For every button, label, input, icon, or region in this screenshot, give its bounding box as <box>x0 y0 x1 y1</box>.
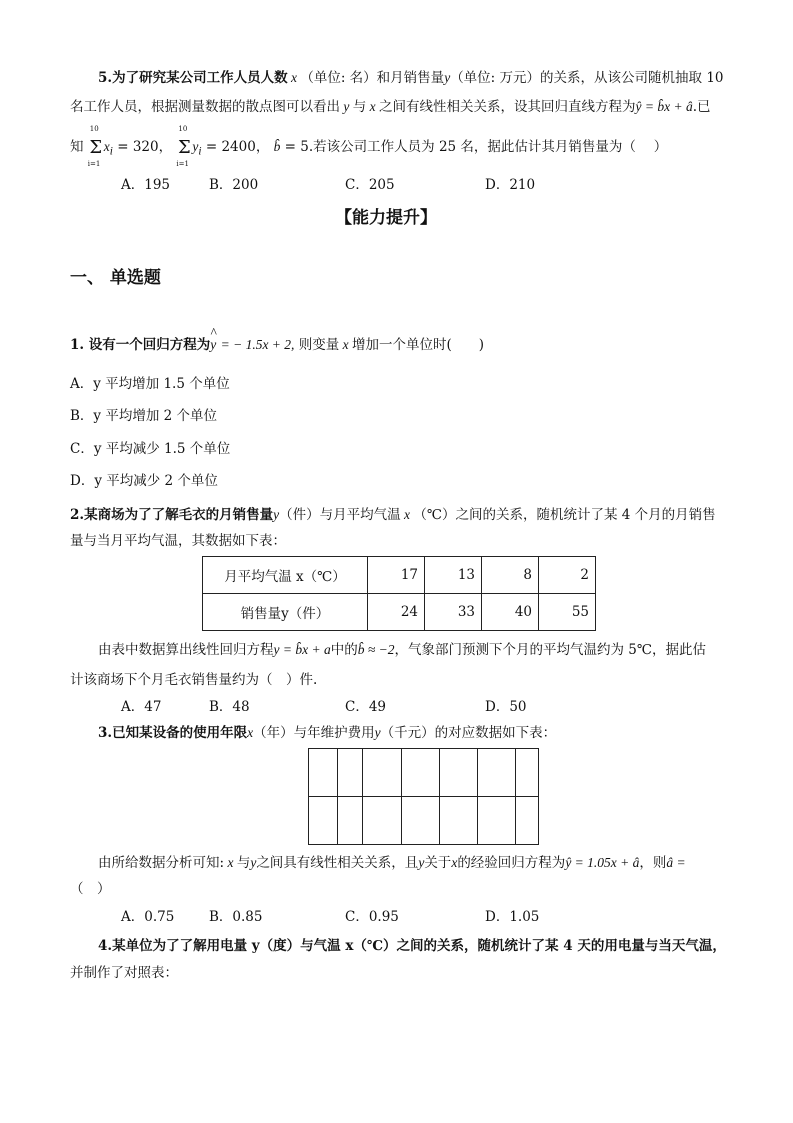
part-heading: 一、 单选题 <box>70 268 161 288</box>
option-c: C．205 <box>345 177 395 193</box>
q1-option-b: B．y 平均增加 2 个单位 <box>70 408 218 424</box>
table-row <box>309 749 539 797</box>
option-d: D．1.05 <box>485 909 540 925</box>
q5-line1: 5.为了研究某公司工作人员人数 x （单位: 名）和月销售量y（单位: 万元）的关系，从该公司随机抽取 10 <box>98 70 724 86</box>
q2-options <box>121 695 527 715</box>
q3-line2: 由所给数据分析可知: x 与y之间具有线性相关关系，且y关于x的经验回归方程为ŷ = 1.05x + â，则â = <box>98 855 686 871</box>
option-b: B．200 <box>209 177 259 193</box>
q5-options <box>121 173 535 193</box>
section-heading: 【能力提升】 <box>335 208 437 228</box>
q1-option-d: D．y 平均减少 2 个单位 <box>70 473 218 489</box>
sum-x-symbol: Σ 10 i=1 <box>87 125 103 168</box>
q1-stem: 1. 设有一个回归方程为 ^ y = − 1.5x + 2, 则变量 x 增加一个单位时( ) <box>70 325 485 353</box>
table-row: 月平均气温 x（℃） 17 13 8 2 <box>203 557 596 594</box>
q2-line2: 量与当月平均气温，其数据如下表： <box>70 533 286 549</box>
sum-y-symbol: Σ 10 i=1 <box>176 125 191 168</box>
table-row: 销售量y（件） 24 33 40 55 <box>203 594 596 631</box>
q3-line1: 3.已知某设备的使用年限x（年）与年维护费用y（千元）的对应数据如下表： <box>98 725 557 741</box>
option-d: D．50 <box>485 699 527 715</box>
option-c: C．0.95 <box>345 909 399 925</box>
option-a: A．0.75 <box>121 909 175 925</box>
q1-option-c: C．y 平均减少 1.5 个单位 <box>70 441 231 457</box>
q3-answer-paren: （ ） <box>70 881 111 897</box>
q4-line2: 并制作了对照表： <box>70 965 178 981</box>
q3-data-table <box>308 748 539 845</box>
q5-line3: 知 Σ 10 i=1 $x_i = 320$， Σ 10 i=1 $y_i = 2400$， b̂ = 5.若该公司工作人员为 25 名，据此估计其月销售量为（ ） <box>70 125 668 168</box>
q4-line1: 4.某单位为了了解用电量 y（度）与气温 x（℃）之间的关系，随机统计了某 4 天的用电量与当天气温， <box>98 938 726 954</box>
q2-data-table <box>202 556 596 631</box>
table-row <box>309 797 539 845</box>
q2-line3: 由表中数据算出线性回归方程y = b̂x + a中的b̂ ≈ −2，气象部门预测下个月的平均气温约为 5℃，据此估 <box>98 642 706 658</box>
q2-line4: 计该商场下个月毛衣销售量约为（ ）件. <box>70 672 318 688</box>
option-b: B．0.85 <box>209 909 263 925</box>
option-b: B．48 <box>209 699 250 715</box>
q3-options <box>121 905 539 925</box>
regression-equation: ŷ = b̂x + â <box>635 99 693 114</box>
option-c: C．49 <box>345 699 387 715</box>
q5-line2: 名工作人员，根据测量数据的散点图可以看出 y 与 x 之间有线性相关关系，设其回归直线方程为ŷ = b̂x + â.已 <box>70 99 711 115</box>
option-d: D．210 <box>485 177 536 193</box>
q1-option-a: A．y 平均增加 1.5 个单位 <box>70 376 230 392</box>
option-a: A．195 <box>121 177 171 193</box>
q2-line1: 2.某商场为了了解毛衣的月销售量y（件）与月平均气温 x （℃）之间的关系，随机统计了某 4 个月的月销售 <box>70 507 716 523</box>
option-a: A．47 <box>121 699 162 715</box>
